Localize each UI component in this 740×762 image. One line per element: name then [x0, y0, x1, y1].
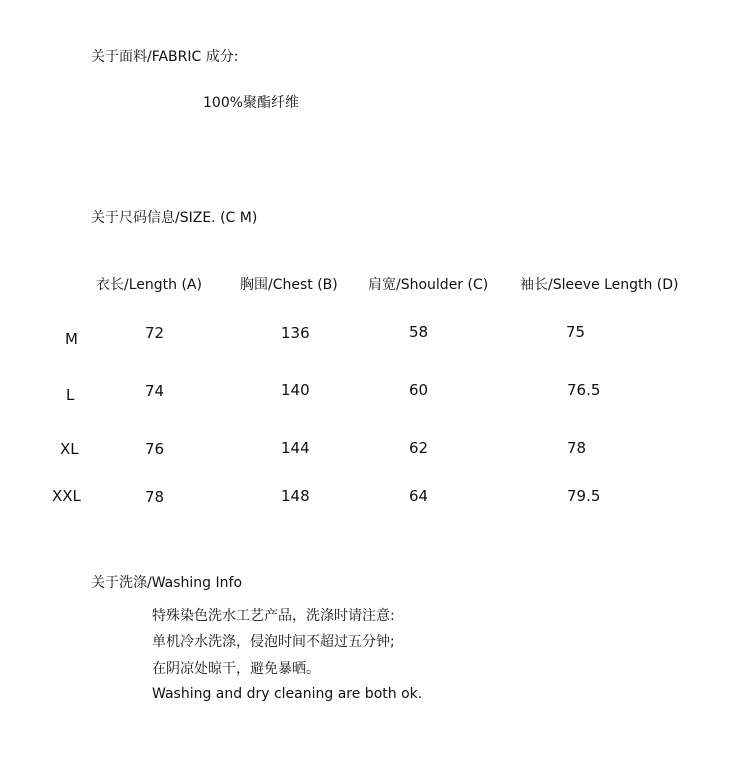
col-header-shoulder: 肩宽/Shoulder (C)	[368, 277, 489, 293]
size-label: M	[65, 330, 78, 348]
washing-line: Washing and dry cleaning are both ok.	[152, 686, 423, 702]
size-label: XXL	[52, 487, 81, 505]
cell-length: 76	[145, 440, 165, 458]
size-label: L	[66, 386, 75, 404]
col-header-chest: 胸围/Chest (B)	[240, 277, 338, 293]
fabric-composition: 100%聚酯纤维	[203, 95, 300, 111]
cell-sleeve: 75	[566, 323, 586, 341]
cell-chest: 148	[281, 487, 310, 505]
washing-line: 特殊染色洗水工艺产品，洗涤时请注意:	[152, 608, 395, 624]
size-label: XL	[60, 440, 79, 458]
fabric-heading: 关于面料/FABRIC 成分:	[91, 49, 239, 65]
cell-chest: 140	[281, 381, 310, 399]
cell-shoulder: 64	[409, 487, 429, 505]
cell-sleeve: 79.5	[567, 487, 601, 505]
washing-line: 单机冷水洗涤，侵泡时间不超过五分钟;	[152, 634, 395, 650]
col-header-sleeve: 袖长/Sleeve Length (D)	[520, 277, 679, 293]
cell-length: 78	[145, 488, 165, 506]
cell-chest: 136	[281, 324, 310, 342]
cell-chest: 144	[281, 439, 310, 457]
cell-shoulder: 58	[409, 323, 429, 341]
cell-sleeve: 76.5	[567, 381, 601, 399]
col-header-length: 衣长/Length (A)	[96, 277, 202, 293]
cell-shoulder: 60	[409, 381, 429, 399]
cell-sleeve: 78	[567, 439, 587, 457]
washing-heading: 关于洗涤/Washing Info	[91, 575, 243, 591]
size-heading: 关于尺码信息/SIZE. (C M)	[91, 210, 258, 226]
cell-length: 72	[145, 324, 165, 342]
washing-line: 在阴凉处晾干，避免暴晒。	[152, 661, 320, 677]
cell-shoulder: 62	[409, 439, 429, 457]
cell-length: 74	[145, 382, 165, 400]
